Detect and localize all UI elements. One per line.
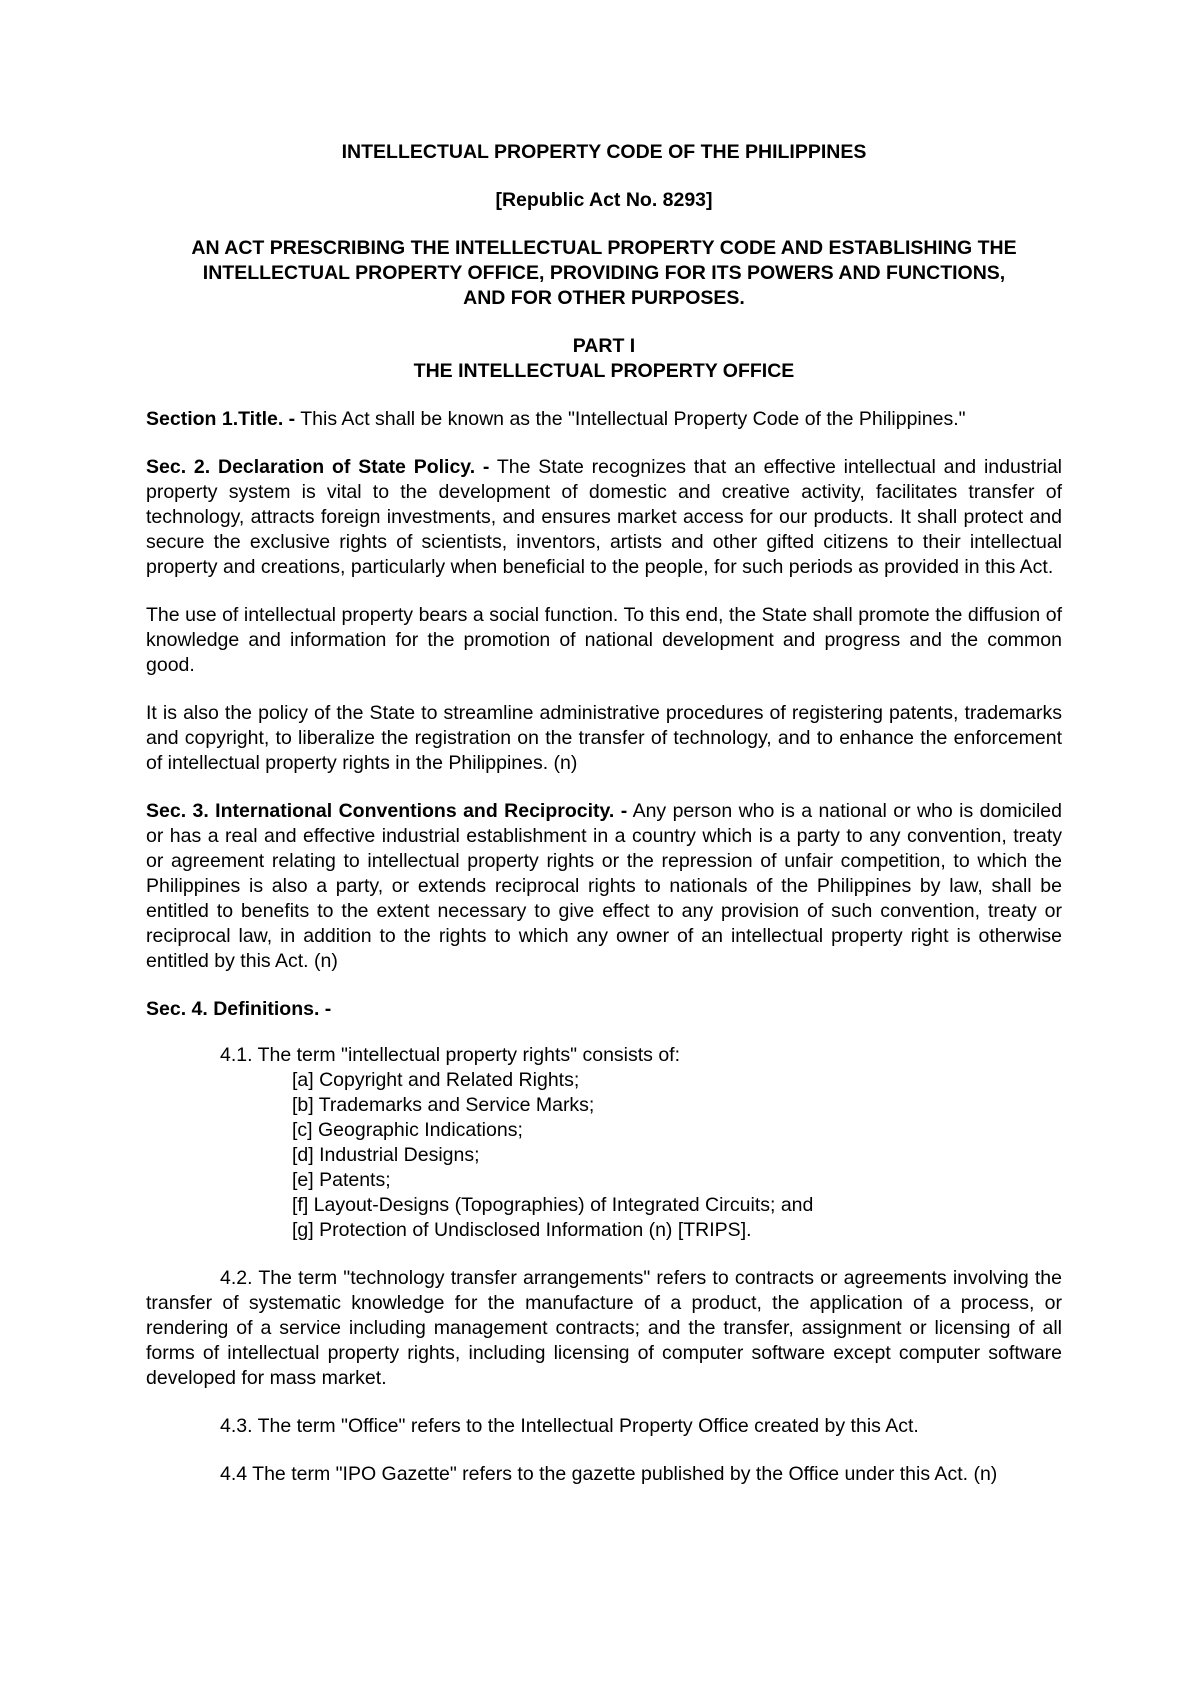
act-number: [Republic Act No. 8293] [495, 189, 713, 211]
section-2-paragraph-3: It is also the policy of the State to streamline administrative procedures of registering patents, trademarks and copyright, to liberalize the registration on the transfer of technology, and to enhance the enforcement of intellectual property rights in the Philippines. (n) [146, 702, 1062, 774]
section-2-heading: Sec. 2. Declaration of State Policy. - [146, 456, 490, 478]
section-2-paragraph-2: The use of intellectual property bears a social function. To this end, the State shall promote the diffusion of knowledge and information for the promotion of national development and progress and the common good. [146, 604, 1062, 676]
long-title-line: INTELLECTUAL PROPERTY OFFICE, PROVIDING FOR ITS POWERS AND FUNCTIONS, [202, 262, 1006, 284]
definition-4-2: 4.2. The term "technology transfer arrangements" refers to contracts or agreements involving the transfer of systematic knowledge for the manufacture of a product, the application of a process, or rendering of a service including management contracts; and the transfer, assignment or licensing of all forms of intellectual property rights, including licensing of computer software except computer software developed for mass market. [146, 1267, 1062, 1389]
document-page [146, 140, 1062, 1510]
part-heading [146, 334, 1062, 384]
definition-4-1-intro: 4.1. The term "intellectual property rights" consists of: [220, 1044, 681, 1066]
section-2 [146, 455, 1062, 580]
long-title-line: AND FOR OTHER PURPOSES. [463, 287, 745, 309]
long-title [146, 236, 1062, 311]
part-title: THE INTELLECTUAL PROPERTY OFFICE [413, 360, 795, 382]
definition-4-3: 4.3. The term "Office" refers to the Intellectual Property Office created by this Act. [220, 1415, 919, 1437]
section-3-text: Any person who is a national or who is domiciled or has a real and effective industrial establishment in a country which is a party to any convention, treaty or agreement relating to intellectual property rights or the repression of unfair competition, to which the Philippines is also a party, or extends reciprocal rights to nationals of the Philippines by law, shall be entitled to benefits to the extent necessary to give effect to any provision of such convention, treaty or reciprocal law, in addition to the rights to which any owner of an intellectual property right is otherwise entitled by this Act. (n) [146, 800, 1062, 972]
section-1-heading: Section 1.Title. - [146, 408, 296, 430]
list-item: [g] Protection of Undisclosed Information (n) [TRIPS]. [292, 1219, 752, 1241]
list-item: [f] Layout-Designs (Topographies) of Integrated Circuits; and [292, 1194, 814, 1216]
list-item: [d] Industrial Designs; [292, 1144, 480, 1166]
section-2-text: The State recognizes that an effective intellectual and industrial property system is vital to the development of domestic and creative activity, facilitates transfer of technology, attracts foreign investments, and ensures market access for our products. It shall protect and secure the exclusive rights of scientists, inventors, artists and other gifted citizens to their intellectual property and creations, particularly when beneficial to the people, for such periods as provided in this Act. [146, 456, 1062, 578]
long-title-line: AN ACT PRESCRIBING THE INTELLECTUAL PROPERTY CODE AND ESTABLISHING THE [191, 237, 1017, 259]
list-item: [e] Patents; [292, 1169, 391, 1191]
list-item: [c] Geographic Indications; [292, 1119, 523, 1141]
list-item: [a] Copyright and Related Rights; [292, 1069, 580, 1091]
section-3 [146, 799, 1062, 974]
list-item: [b] Trademarks and Service Marks; [292, 1094, 595, 1116]
definition-4-4: 4.4 The term "IPO Gazette" refers to the gazette published by the Office under this Act. (n) [220, 1463, 998, 1485]
section-1-text: This Act shall be known as the "Intellectual Property Code of the Philippines." [295, 408, 966, 430]
section-3-heading: Sec. 3. International Conventions and Reciprocity. - [146, 800, 628, 822]
part-label: PART I [572, 335, 636, 357]
document-title: INTELLECTUAL PROPERTY CODE OF THE PHILIPPINES [341, 141, 867, 163]
section-4-heading: Sec. 4. Definitions. - [146, 998, 332, 1020]
section-1 [146, 407, 1062, 432]
definition-4-1-list [146, 1068, 1062, 1243]
